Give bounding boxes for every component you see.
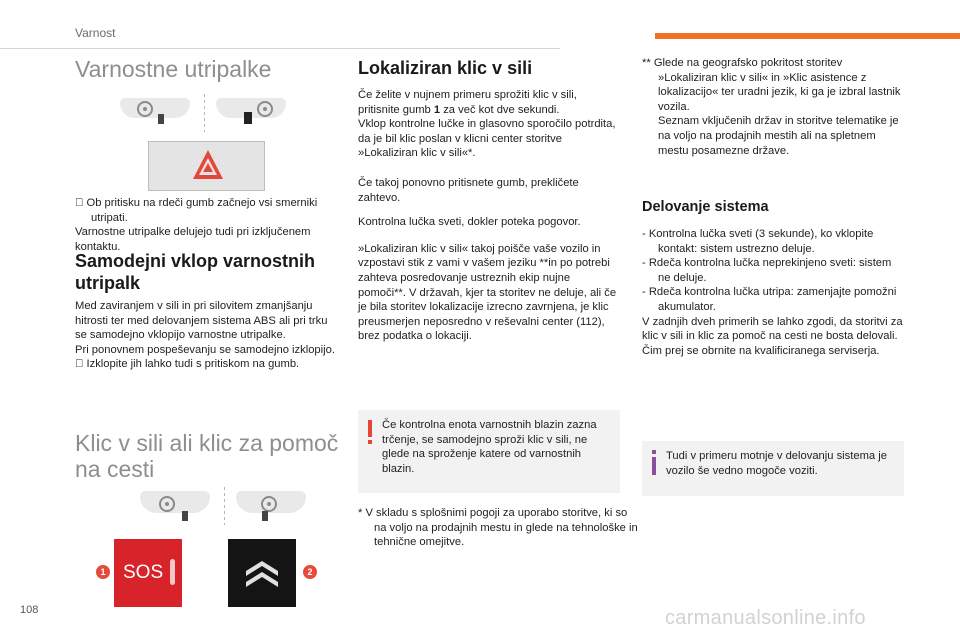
hazard-console-illustration (120, 94, 290, 134)
footnote: * V skladu s splošnimi pogoji za uporabo storitve, ki so na voljo na prodajnih mestu in glede na tehnološke in tehnične omejitve. (358, 507, 638, 549)
divider (224, 487, 225, 525)
paragraph: Kontrolna lučka sveti, dokler poteka pogovor. (358, 216, 581, 229)
sos-title: Klic v sili ali klic za pomoč na cesti (75, 430, 339, 483)
hazard-button (148, 141, 265, 191)
list-item: - Kontrolna lučka sveti (3 sekunde), ko vklopite kontakt: sistem ustrezno deluje. (642, 228, 874, 255)
footnote-text: Seznam vključenih držav in storitve telematike je na voljo na prodajnih mestih ali na spletnem mestu posamezne države. (658, 115, 899, 157)
sos-indicator (170, 559, 175, 585)
footnote-2 (642, 56, 904, 158)
emergency-call-text (358, 88, 620, 344)
section-label: Varnost (75, 26, 116, 40)
hazard-note: Varnostne utripalke delujejo tudi pri izključenem kontaktu. (75, 226, 311, 253)
marker-1: 1 (96, 565, 110, 579)
watermark: carmanualsonline.info (665, 607, 866, 629)
accent-bar (655, 33, 960, 39)
hazard-title: Varnostne utripalke (75, 56, 272, 82)
steering-wheel-icon (158, 495, 176, 513)
warning-text: Če kontrolna enota varnostnih blazin zazna trčenje, se samodejno sproži klic v sili, ne glede na sproženje katere od varnostnih blazin. (382, 419, 597, 475)
marker-2: 2 (303, 565, 317, 579)
paragraph: Vklop kontrolne lučke in glasovno sporočilo potrdita, da je bil klic poslan v klicni center storitve »Lokaliziran klic v sili«*. (358, 118, 616, 160)
emergency-call-title: Lokaliziran klic v sili (358, 58, 533, 78)
header-rule (0, 48, 560, 49)
auto-hazard-text (75, 299, 335, 372)
page-number: 108 (20, 604, 39, 616)
system-operation-text (642, 227, 904, 358)
info-text: Tudi v primeru motnje v delovanju sistema je vozilo še vedno mogoče voziti. (666, 450, 887, 477)
paragraph: Čim prej se obrnite na kvalificiranega serviserja. (642, 344, 880, 357)
overhead-console-left (120, 98, 190, 118)
paragraph: Med zaviranjem v sili in pri silovitem zmanjšanju hitrosti ter med delovanjem sistema ABS ali pri trku se samodejno vklopijo varnostne utripalke. (75, 300, 328, 342)
steering-wheel-icon (256, 100, 274, 118)
info-box (642, 441, 904, 496)
paragraph: V zadnjih dveh primerih se lahko zgodi, da storitvi za klic v sili in klic za pomoč na cesti ne bosta delovali. (642, 315, 903, 343)
hazard-triangle-icon (191, 148, 225, 182)
auto-hazard-title: Samodejni vklop varnostnih utripalk (75, 251, 316, 293)
sos-console-illustration (140, 487, 312, 527)
citroen-chevrons-icon (242, 553, 282, 593)
warning-box (358, 410, 620, 493)
sos-button-icon (114, 539, 182, 607)
paragraph: Če takoj ponovno pritisnete gumb, prekličete zahtevo. (358, 176, 579, 204)
divider (204, 94, 205, 132)
console-button (182, 511, 188, 521)
info-icon (650, 450, 658, 476)
list-item: - Rdeča kontrolna lučka neprekinjeno sveti: sistem ne deluje. (642, 257, 892, 284)
hazard-text (75, 196, 335, 254)
list-item: - Rdeča kontrolna lučka utripa: zamenjajte pomožni akumulator. (642, 286, 897, 313)
paragraph: Pri ponovnem pospeševanju se samodejno izklopijo. (75, 343, 335, 356)
bullet: Izklopite jih lahko tudi s pritiskom na gumb. (75, 358, 288, 371)
paragraph: Če želite v nujnem primeru sprožiti klic v sili, pritisnite gumb 1 za več kot dve sekundi. (358, 89, 577, 116)
steering-wheel-icon (136, 100, 154, 118)
paragraph: »Lokaliziran klic v sili« takoj poišče vaše vozilo in vzpostavi stik z vami v vašem jeziku **in po potrebi zahteva posredovanje ustreznih ekip nujne pomoči**. V državah, kjer ta storitev ne deluje, ali če je bila storitev lokalizacije izrecno zavrnjena, je klic preusmerjen neposredno v reševalni center (112), brez podatka o lokaciji. (358, 242, 617, 343)
console-button (244, 112, 252, 124)
warning-exclamation-icon (365, 420, 375, 446)
assistance-button (228, 539, 296, 607)
console-button (262, 511, 268, 521)
footnote-text: ** Glede na geografsko pokritost storitev »Lokaliziran klic v sili« in »Klic asistence z lokalizacijo« ter uradni jezik, ki ga je izbral lastnik vozila. (642, 57, 901, 113)
system-operation-title: Delovanje sistema (642, 199, 769, 215)
console-button (158, 114, 164, 124)
hazard-bullet: Ob pritisku na rdeči gumb začnejo vsi smerniki utripati. (75, 197, 306, 224)
sos-button-label: SOS (123, 562, 164, 583)
